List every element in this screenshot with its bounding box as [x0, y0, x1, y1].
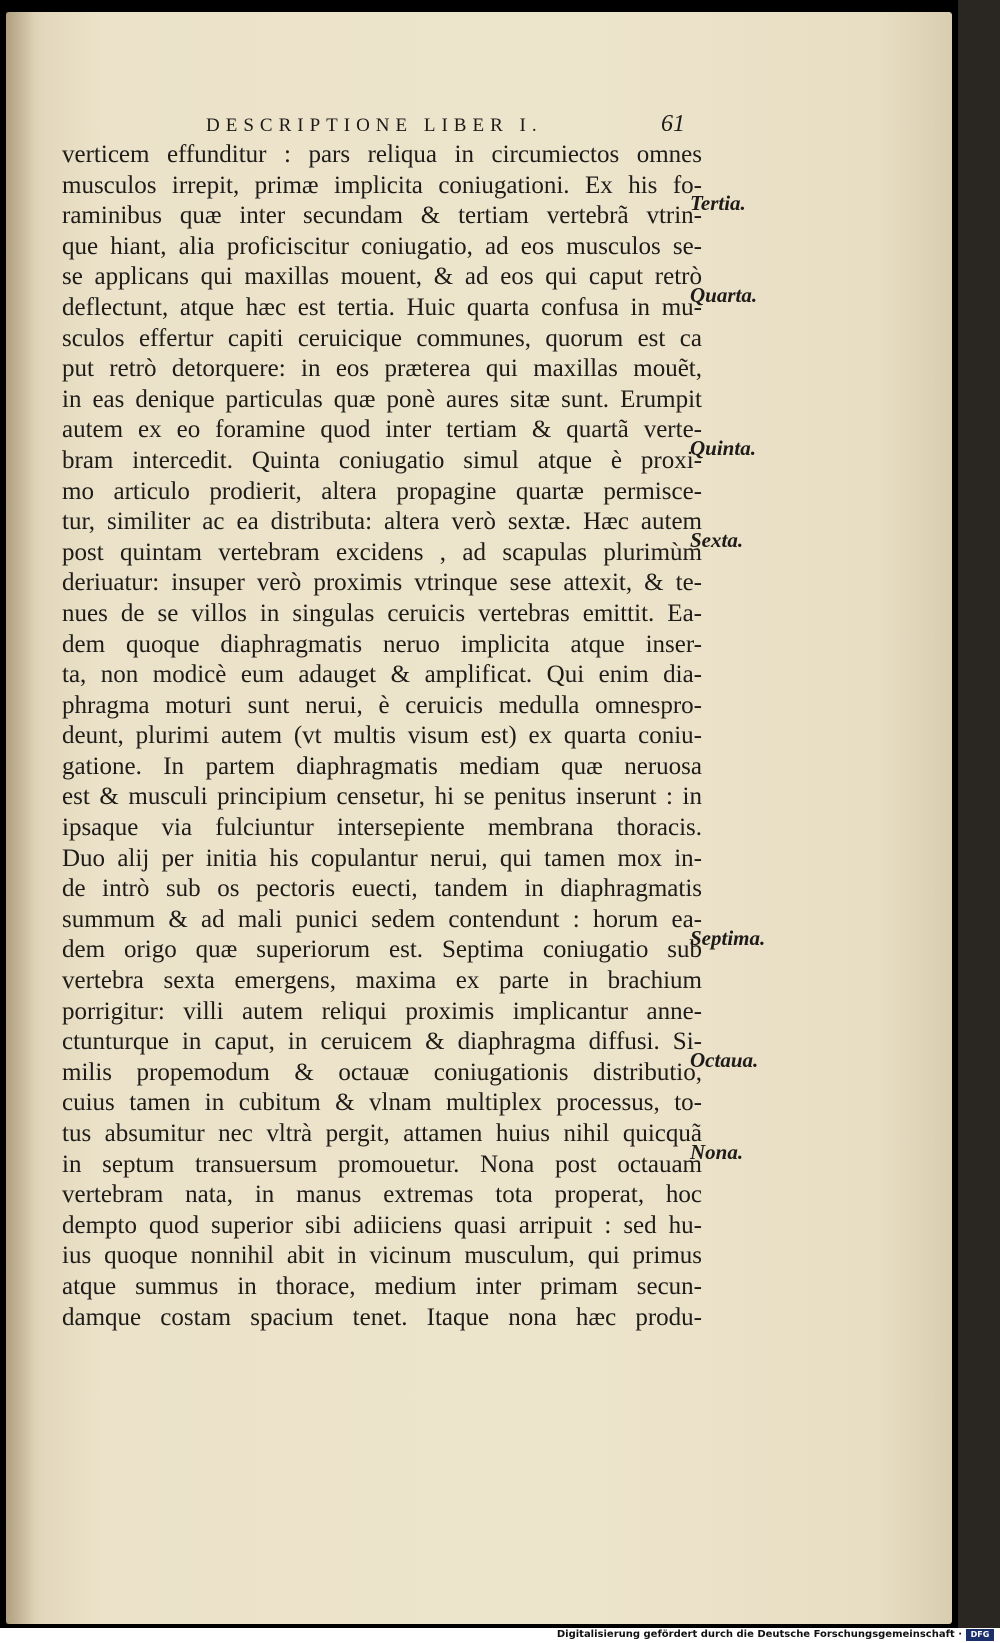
text-line: ctunturque in caput, in ceruicem & diaphragma diffusi. Si-: [62, 1028, 702, 1056]
text-line: vertebram nata, in manus extremas tota properat, hoc: [62, 1181, 702, 1209]
text-line: cuius tamen in cubitum & vlnam multiplex processus, to-: [62, 1089, 702, 1117]
text-line: summum & ad mali punici sedem contendunt : horum ea-: [62, 905, 702, 933]
text-line: nues de se villos in singulas ceruicis vertebras emittit. Ea-: [62, 599, 702, 627]
text-line: se applicans qui maxillas mouent, & ad eos qui caput retrò: [62, 263, 702, 291]
margin-note: Quinta.: [690, 436, 756, 460]
body-text: [62, 140, 702, 1333]
running-head-title: DESCRIPTIONE LIBER I.: [206, 115, 543, 136]
text-line: sculos effertur capiti ceruicique communes, quorum est ca: [62, 324, 702, 352]
text-line: phragma moturi sunt nerui, è ceruicis medulla omnespro-: [62, 691, 702, 719]
text-line: ta, non modicè eum adauget & amplificat. Qui enim dia-: [62, 661, 702, 689]
text-line: bram intercedit. Quinta coniugatio simul atque è proxi-: [62, 446, 702, 474]
text-line: gatione. In partem diaphragmatis mediam quæ neruosa: [62, 752, 702, 780]
margin-note: Octaua.: [690, 1048, 759, 1072]
text-line: milis propemodum & octauæ coniugationis distributio,: [62, 1058, 702, 1086]
text-line: de intrò sub os pectoris euecti, tandem in diaphragmatis: [62, 875, 702, 903]
text-line: tus absumitur nec vltrà pergit, attamen huius nihil quicquã: [62, 1120, 702, 1147]
text-line: ipsaque via fulciuntur intersepiente membrana thoracis.: [62, 814, 702, 842]
paper-leaf: [6, 12, 952, 1624]
digitization-footer: [0, 1628, 1000, 1643]
margin-note: Nona.: [690, 1139, 744, 1164]
text-line: musculos irrepit, primæ implicita coniugationi. Ex his fo-: [62, 171, 702, 199]
text-line: atque summus in thorace, medium inter primam secun-: [62, 1272, 702, 1300]
text-line: mo articulo prodierit, altera propagine quartæ permisce-: [62, 477, 702, 505]
margin-note: Quarta.: [690, 283, 758, 307]
text-line: dem origo quæ superiorum est. Septima coniugatio sub: [62, 936, 702, 964]
text-line: que hiant, alia proficiscitur coniugatio, ad eos musculos se-: [62, 232, 702, 260]
text-line: deriuatur: insuper verò proximis vtrinque sese attexit, & te-: [62, 569, 702, 597]
margin-note: Tertia.: [690, 191, 746, 216]
text-line: dem quoque diaphragmatis neruo implicita atque inser-: [62, 630, 702, 658]
text-line: est & musculi principium censetur, hi se penitus inserunt : in: [62, 783, 702, 811]
funding-credit: Digitalisierung gefördert durch die Deutsche Forschungsgemeinschaft ·: [556, 1629, 962, 1640]
page-number: 61: [661, 111, 685, 137]
text-line: damque costam spacium tenet. Itaque nona hæc produ-: [62, 1303, 702, 1331]
text-line: deunt, plurimi autem (vt multis visum est) ex quarta coniu-: [62, 722, 702, 750]
margin-note: Sexta.: [690, 527, 744, 552]
text-line: put retrò detorquere: in eos præterea qui maxillas mouẽt,: [62, 355, 702, 383]
text-line: post quintam vertebram excidens , ad scapulas plurimùm: [62, 538, 702, 566]
text-line: raminibus quæ inter secundam & tertiam vertebrã vtrin-: [62, 202, 702, 230]
text-line: in septum transuersum promouetur. Nona post octauam: [62, 1150, 702, 1178]
text-line: porrigitur: villi autem reliqui proximis implicantur anne-: [62, 997, 702, 1025]
text-line: tur, similiter ac ea distributa: altera verò sextæ. Hæc autem: [62, 508, 702, 536]
binding-gutter: [6, 12, 34, 1624]
text-line: verticem effunditur : pars reliqua in circumiectos omnes: [62, 141, 702, 168]
text-line: ius quoque nonnihil abit in vicinum musculum, qui primus: [62, 1242, 702, 1270]
text-line: dempto quod superior sibi adiiciens quasi arripuit : sed hu-: [62, 1211, 702, 1239]
dfg-logo: DFG: [966, 1629, 994, 1641]
text-line: vertebra sexta emergens, maxima ex parte in brachium: [62, 967, 702, 995]
text-line: autem ex eo foramine quod inter tertiam & quartã verte-: [62, 416, 702, 444]
margin-note: Septima.: [690, 925, 766, 950]
text-line: in eas denique particulas quæ ponè aures sitæ sunt. Erumpit: [62, 385, 702, 413]
text-line: deflectunt, atque hæc est tertia. Huic quarta confusa in mu-: [62, 293, 702, 321]
text-line: Duo alij per initia his copulantur nerui, qui tamen mox in-: [62, 844, 702, 872]
